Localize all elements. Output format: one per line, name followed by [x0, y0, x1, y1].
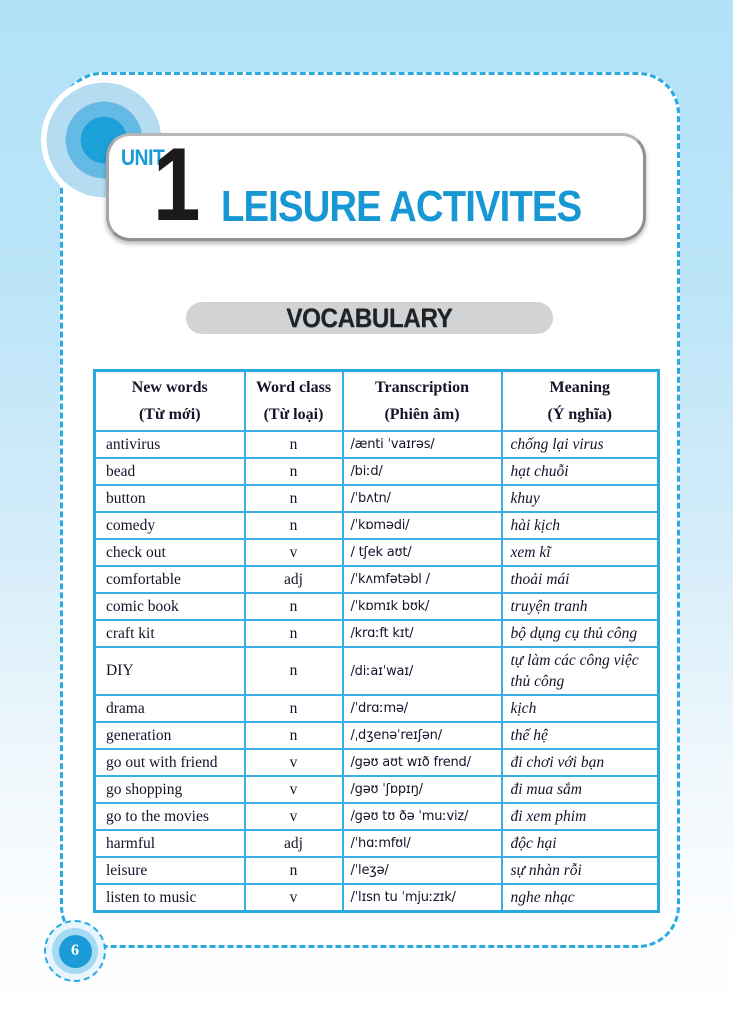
table-row [95, 749, 659, 776]
meaning-cell: bộ dụng cụ thủ công [502, 620, 659, 647]
new-word-cell: craft kit [95, 620, 245, 647]
table-row [95, 803, 659, 830]
new-word-cell: harmful [95, 830, 245, 857]
transcription-cell: /ˈleʒə/ [343, 857, 502, 884]
table-row [95, 512, 659, 539]
meaning-cell: kịch [502, 695, 659, 722]
new-word-cell: check out [95, 539, 245, 566]
table-row [95, 776, 659, 803]
page-badge-ring [52, 928, 98, 974]
header-new-words [95, 371, 245, 432]
table-row [95, 695, 659, 722]
page-number: 6 [59, 935, 92, 968]
table-row [95, 647, 659, 695]
word-class-cell: v [245, 539, 343, 566]
word-class-cell: v [245, 803, 343, 830]
header-meaning [502, 371, 659, 432]
meaning-cell: đi xem phim [502, 803, 659, 830]
meaning-cell: thế hệ [502, 722, 659, 749]
header-transcription [343, 371, 502, 432]
word-class-cell: n [245, 431, 343, 458]
table-row [95, 857, 659, 884]
new-word-cell: go out with friend [95, 749, 245, 776]
new-word-cell: listen to music [95, 884, 245, 912]
word-class-cell: n [245, 647, 343, 695]
header-word-class-vi: (Từ loại) [263, 406, 324, 423]
transcription-cell: /ˈbʌtn/ [343, 485, 502, 512]
table-row [95, 593, 659, 620]
meaning-cell: chống lại virus [502, 431, 659, 458]
word-class-cell: v [245, 884, 343, 912]
table-header-row [95, 371, 659, 432]
transcription-cell: /ˈlɪsn tu ˈmjuːzɪk/ [343, 884, 502, 912]
transcription-cell: /biːd/ [343, 458, 502, 485]
transcription-cell: /ænti ˈvaɪrəs/ [343, 431, 502, 458]
header-new-words-vi: (Từ mới) [138, 406, 201, 423]
meaning-cell: thoải mái [502, 566, 659, 593]
table-row [95, 458, 659, 485]
meaning-cell: hài kịch [502, 512, 659, 539]
word-class-cell: n [245, 458, 343, 485]
transcription-cell: /ˈkʌmfətəbl / [343, 566, 502, 593]
header-word-class [245, 371, 343, 432]
unit-title: LEISURE ACTIVITES [221, 182, 582, 231]
vocabulary-table [93, 369, 660, 913]
new-word-cell: button [95, 485, 245, 512]
transcription-cell: /gəʊ tʊ ðə ˈmuːviz/ [343, 803, 502, 830]
word-class-cell: v [245, 776, 343, 803]
transcription-cell: / tʃek aʊt/ [343, 539, 502, 566]
word-class-cell: n [245, 485, 343, 512]
meaning-cell: độc hại [502, 830, 659, 857]
word-class-cell: n [245, 512, 343, 539]
new-word-cell: drama [95, 695, 245, 722]
word-class-cell: n [245, 695, 343, 722]
meaning-cell: đi mua sắm [502, 776, 659, 803]
table-row [95, 539, 659, 566]
word-class-cell: n [245, 593, 343, 620]
header-transcription-en: Transcription [375, 379, 469, 396]
meaning-cell: nghe nhạc [502, 884, 659, 912]
word-class-cell: n [245, 857, 343, 884]
transcription-cell: /ˈkɒmədi/ [343, 512, 502, 539]
page-number-badge [44, 920, 106, 982]
table-row [95, 485, 659, 512]
header-meaning-vi: (Ý nghĩa) [547, 406, 612, 423]
transcription-cell: /diːaɪˈwaɪ/ [343, 647, 502, 695]
table-row [95, 884, 659, 912]
meaning-cell: sự nhàn rỗi [502, 857, 659, 884]
table-row [95, 722, 659, 749]
table-row [95, 431, 659, 458]
transcription-cell: /ˈdrɑːmə/ [343, 695, 502, 722]
meaning-cell: tự làm các công việc thủ công [502, 647, 659, 695]
word-class-cell: n [245, 722, 343, 749]
word-class-cell: adj [245, 566, 343, 593]
word-class-cell: v [245, 749, 343, 776]
unit-label: UNIT [121, 145, 165, 170]
transcription-cell: /gəʊ aʊt wɪð frend/ [343, 749, 502, 776]
transcription-cell: /ˈhɑːmfʊl/ [343, 830, 502, 857]
header-transcription-vi: (Phiên âm) [384, 406, 460, 423]
new-word-cell: go shopping [95, 776, 245, 803]
new-word-cell: DIY [95, 647, 245, 695]
header-meaning-en: Meaning [549, 379, 610, 396]
vocabulary-section-title: VOCABULARY [286, 302, 453, 333]
unit-banner [106, 127, 646, 243]
transcription-cell: /ˌdʒenəˈreɪʃən/ [343, 722, 502, 749]
meaning-cell: xem kĩ [502, 539, 659, 566]
new-word-cell: comfortable [95, 566, 245, 593]
transcription-cell: /krɑːft kɪt/ [343, 620, 502, 647]
meaning-cell: khuy [502, 485, 659, 512]
meaning-cell: hạt chuỗi [502, 458, 659, 485]
header-word-class-en: Word class [255, 379, 332, 396]
new-word-cell: bead [95, 458, 245, 485]
meaning-cell: truyện tranh [502, 593, 659, 620]
content-panel [60, 72, 680, 959]
header-new-words-en: New words [131, 379, 208, 396]
table-row [95, 566, 659, 593]
new-word-cell: leisure [95, 857, 245, 884]
table-row [95, 620, 659, 647]
new-word-cell: comedy [95, 512, 245, 539]
new-word-cell: generation [95, 722, 245, 749]
new-word-cell: antivirus [95, 431, 245, 458]
word-class-cell: adj [245, 830, 343, 857]
transcription-cell: /ˈkɒmɪk bʊk/ [343, 593, 502, 620]
table-row [95, 830, 659, 857]
vocabulary-section-header [186, 302, 553, 334]
new-word-cell: go to the movies [95, 803, 245, 830]
new-word-cell: comic book [95, 593, 245, 620]
meaning-cell: đi chơi với bạn [502, 749, 659, 776]
unit-number: 1 [153, 127, 201, 243]
transcription-cell: /gəʊ ˈʃɒpɪŋ/ [343, 776, 502, 803]
word-class-cell: n [245, 620, 343, 647]
